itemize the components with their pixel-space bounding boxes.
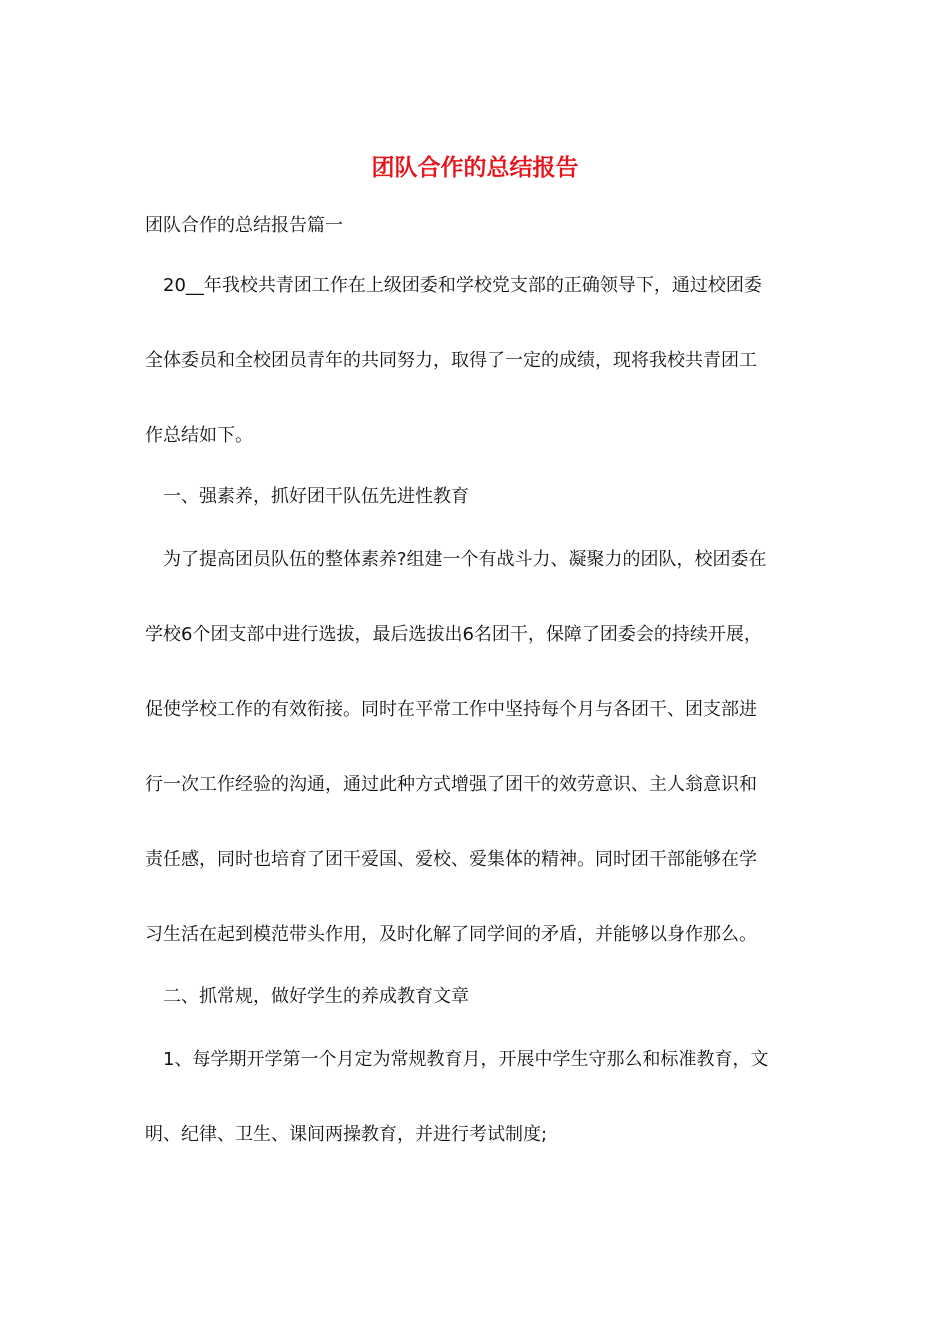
paragraph-line: 学校6个团支部中进行选拔，最后选拔出6名团干，保障了团委会的持续开展， — [145, 624, 762, 645]
paragraph-line: 促使学校工作的有效衔接。同时在平常工作中坚持每个月与各团干、团支部进 — [145, 699, 757, 720]
paragraph-line: 1、每学期开学第一个月定为常规教育月，开展中学生守那么和标准教育，文 — [163, 1049, 769, 1070]
paragraph-line: 20__年我校共青团工作在上级团委和学校党支部的正确领导下，通过校团委 — [163, 275, 762, 296]
subsection-heading: 一、强素养，抓好团干队伍先进性教育 — [163, 486, 469, 507]
paragraph-line: 责任感，同时也培育了团干爱国、爱校、爱集体的精神。同时团干部能够在学 — [145, 849, 757, 870]
paragraph-line: 明、纪律、卫生、课间两操教育，并进行考试制度; — [145, 1124, 548, 1145]
paragraph-line: 全体委员和全校团员青年的共同努力，取得了一定的成绩，现将我校共青团工 — [145, 350, 757, 371]
paragraph-line: 行一次工作经验的沟通，通过此种方式增强了团干的效劳意识、主人翁意识和 — [145, 774, 757, 795]
subsection-heading: 二、抓常规，做好学生的养成教育文章 — [163, 986, 469, 1007]
paragraph-line: 作总结如下。 — [145, 425, 253, 446]
document-title: 团队合作的总结报告 — [371, 154, 579, 181]
paragraph-line: 习生活在起到模范带头作用，及时化解了同学间的矛盾，并能够以身作那么。 — [145, 924, 757, 945]
paragraph-line: 为了提高团员队伍的整体素养?组建一个有战斗力、凝聚力的团队，校团委在 — [163, 549, 767, 570]
section-heading: 团队合作的总结报告篇一 — [145, 215, 343, 236]
